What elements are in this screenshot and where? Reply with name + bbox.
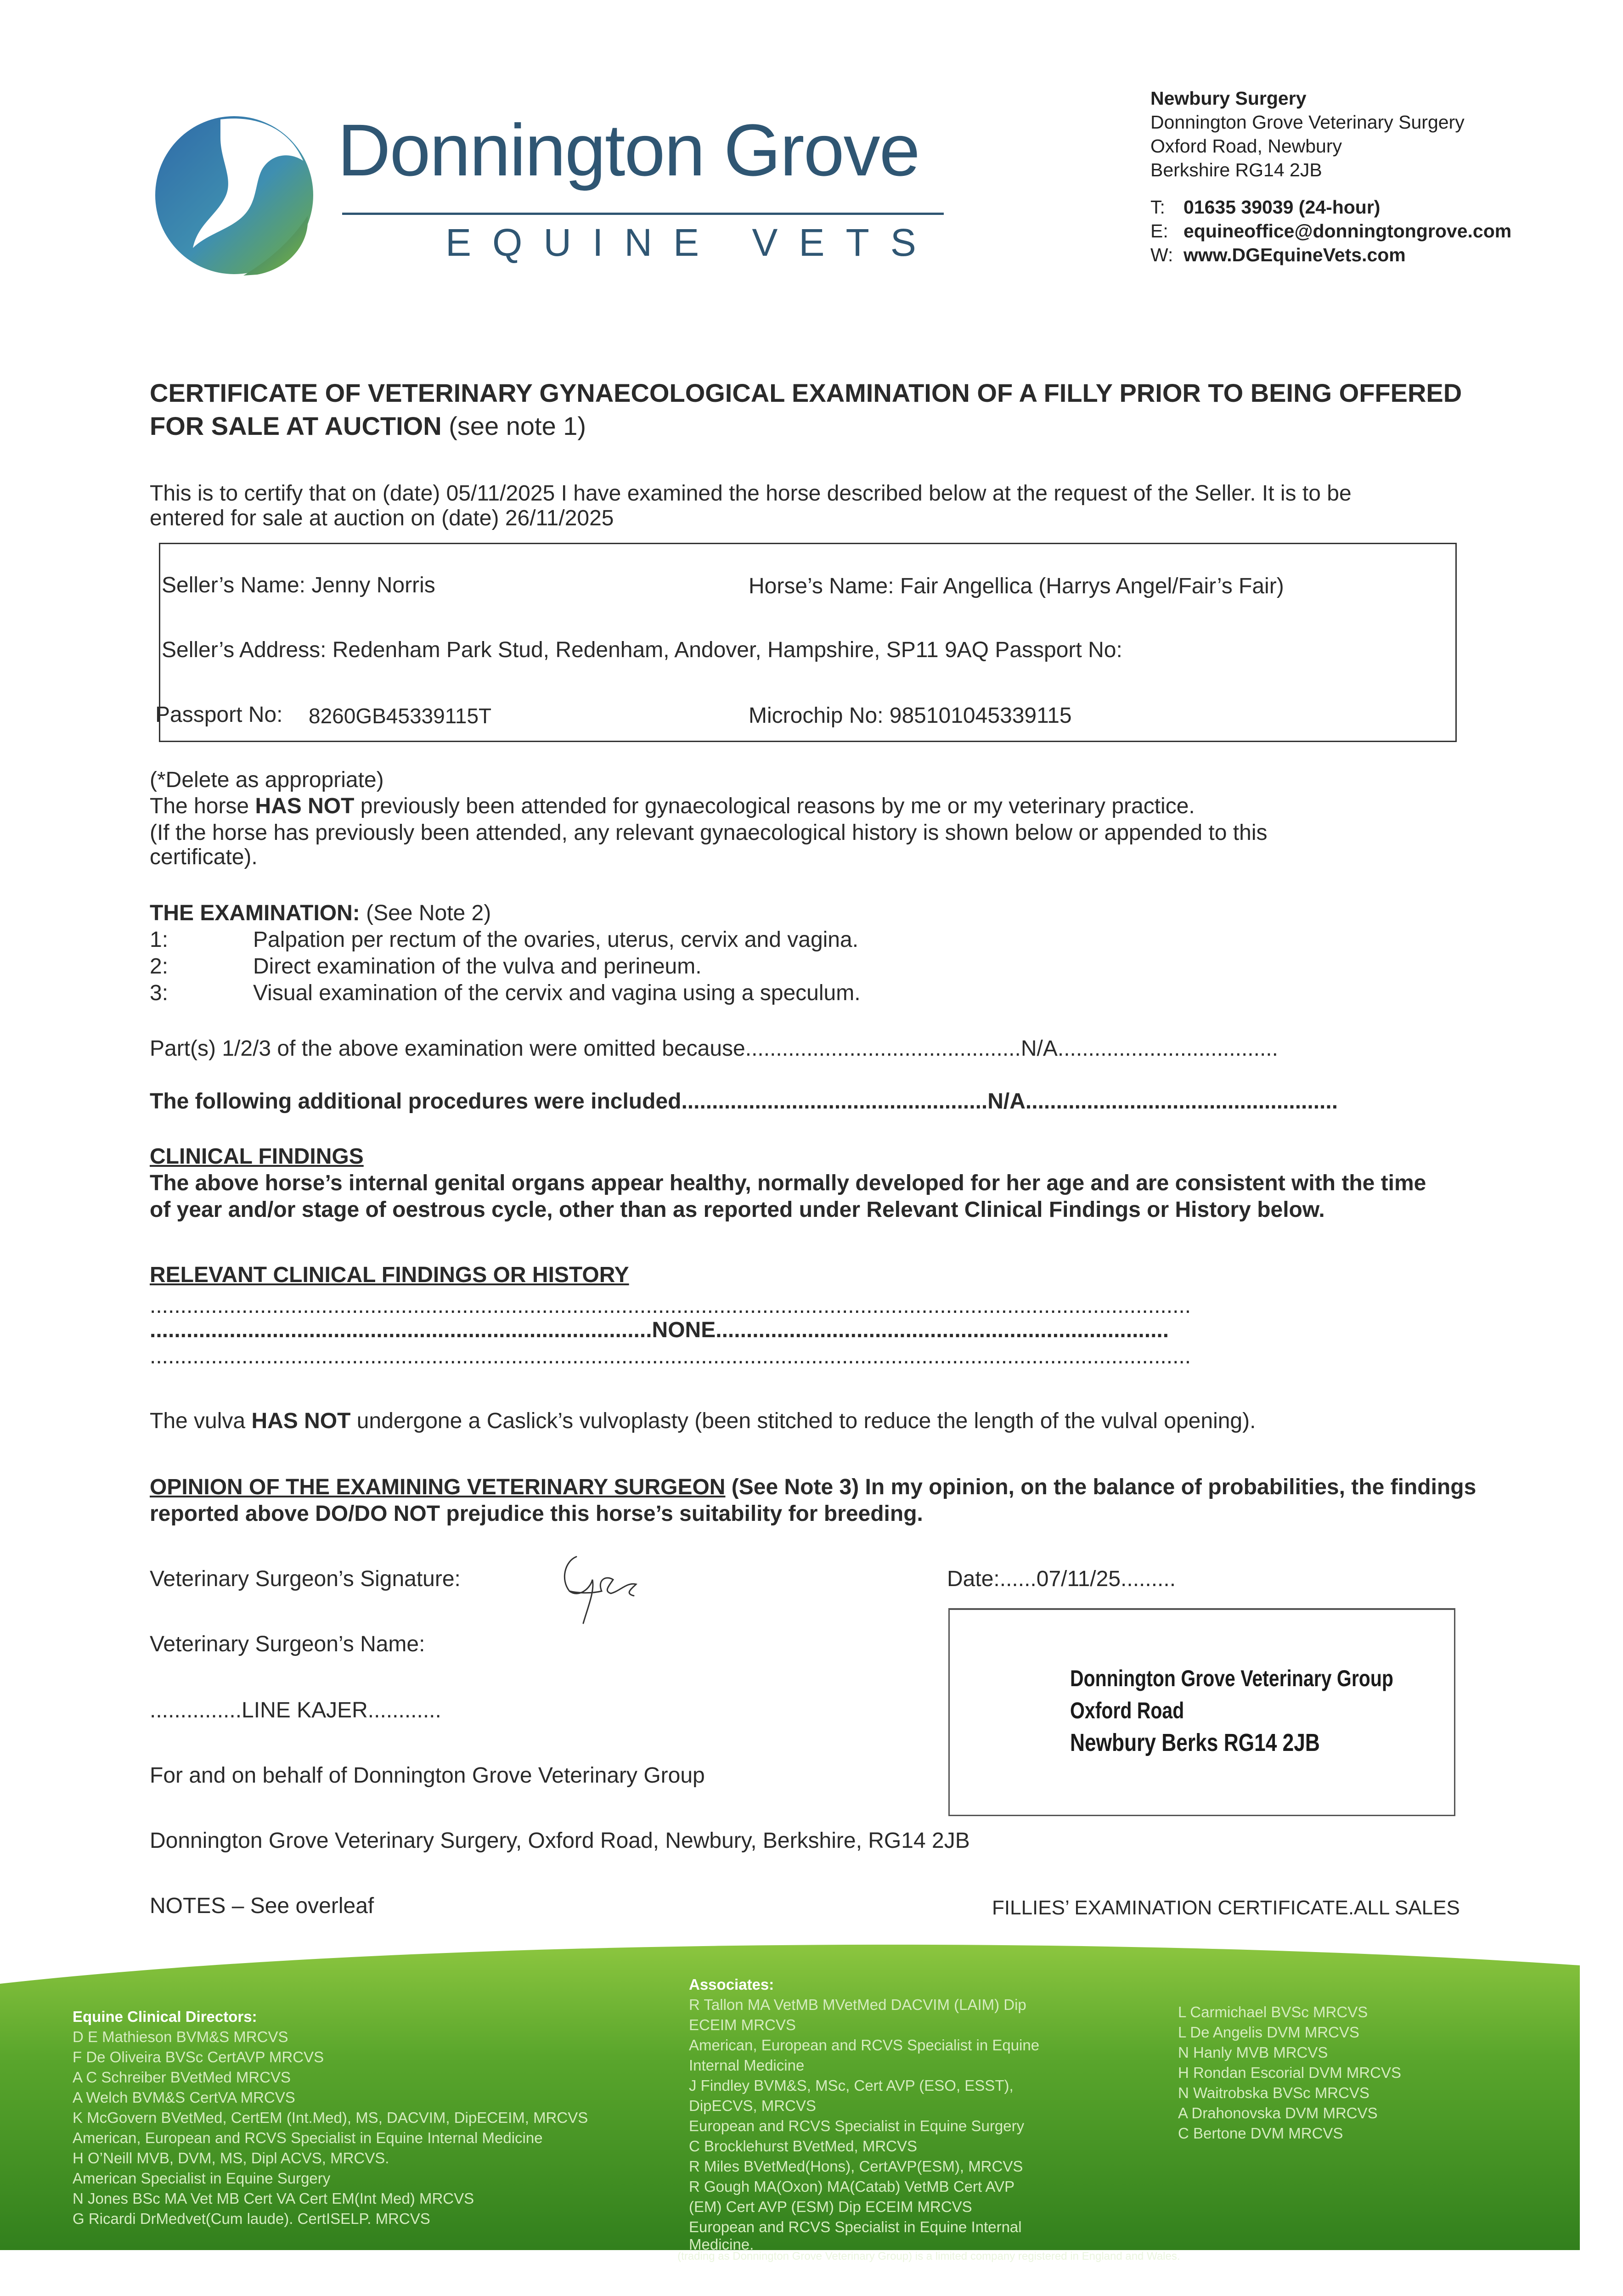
directors-heading: Equine Clinical Directors:	[73, 2008, 257, 2025]
associate-entry: C Brocklehurst BVetMed, MRCVS	[689, 2138, 917, 2155]
associate-entry: J Findley BVM&S, MSc, Cert AVP (ESO, ESST),	[689, 2077, 1014, 2094]
seller-name: Seller’s Name: Jenny Norris	[162, 573, 435, 597]
vulva-status: HAS NOT	[251, 1409, 351, 1433]
vet-entry: L Carmichael BVSc MRCVS	[1178, 2003, 1368, 2020]
findings-none: ..................................................................................NONE..........................................................................	[150, 1318, 1169, 1342]
horse-name: Horse’s Name: Fair Angellica (Harrys Angel/Fair’s Fair)	[749, 574, 1284, 598]
previous-note-line-2: certificate).	[150, 845, 258, 869]
practice-address	[1150, 86, 1465, 182]
microchip-number: Microchip No: 985101045339115	[749, 703, 1072, 728]
form-name: FILLIES’ EXAMINATION CERTIFICATE.ALL SALES	[992, 1896, 1460, 1919]
clinical-findings-heading: CLINICAL FINDINGS	[150, 1144, 364, 1169]
seller-address: Seller’s Address: Redenham Park Stud, Redenham, Andover, Hampshire, SP11 9AQ Passport No:	[162, 638, 1122, 662]
brand-name: Donnington Grove	[338, 109, 919, 191]
vet-entry: N Hanly MVB MRCVS	[1178, 2044, 1328, 2061]
opinion-line-2: reported above DO/DO NOT prejudice this horse’s suitability for breeding.	[150, 1502, 923, 1526]
stamp-line-3: Newbury Berks RG14 2JB	[1070, 1729, 1320, 1756]
associate-entry: DipECVS, MRCVS	[689, 2097, 816, 2114]
practice-contact	[1150, 195, 1511, 267]
director-entry: F De Oliveira BVSc CertAVP MRCVS	[73, 2048, 324, 2065]
exam-item-number: 2:	[150, 954, 169, 979]
exam-item-number: 1:	[150, 928, 169, 952]
exam-item-text: Palpation per rectum of the ovaries, uterus, cervix and vagina.	[253, 928, 859, 952]
address-line-3: Oxford Road, Newbury	[1150, 135, 1342, 157]
associate-entry: R Gough MA(Oxon) MA(Catab) VetMB Cert AVP	[689, 2178, 1015, 2195]
associate-entry: ECEIM MRCVS	[689, 2016, 796, 2033]
exam-item	[150, 980, 861, 1007]
signature-date: Date:......07/11/25.........	[947, 1567, 1176, 1591]
stamp-line-1: Donnington Grove Veterinary Group	[1070, 1666, 1393, 1691]
associate-entry: Medicine.	[689, 2236, 754, 2253]
relevant-findings-heading: RELEVANT CLINICAL FINDINGS OR HISTORY	[150, 1263, 629, 1287]
behalf-of: For and on behalf of Donnington Grove Veterinary Group	[150, 1763, 705, 1788]
address-line-4: Berkshire RG14 2JB	[1150, 159, 1322, 180]
vet-entry: H Rondan Escorial DVM MRCVS	[1178, 2064, 1401, 2081]
findings-dots-3: ..........................................................................................................................................................................	[150, 1344, 1191, 1368]
delete-note: (*Delete as appropriate)	[150, 768, 384, 792]
title-note: (see note 1)	[449, 411, 586, 440]
signature-label: Veterinary Surgeon’s Signature:	[150, 1567, 461, 1591]
director-entry: A Welch BVM&S CertVA MRCVS	[73, 2089, 295, 2106]
surgeon-name: ...............LINE KAJER............	[150, 1698, 441, 1722]
notes-overleaf: NOTES – See overleaf	[150, 1894, 374, 1918]
director-entry: H O’Neill MVB, DVM, MS, Dipl ACVS, MRCVS.	[73, 2150, 389, 2167]
associate-entry: R Tallon MA VetMB MVetMed DACVIM (LAIM) Dip	[689, 1996, 1026, 2013]
opinion-line-1	[150, 1474, 1476, 1501]
certificate-title	[150, 377, 1462, 443]
legal-company: Donnington Grove Veterinary Group Limited	[443, 2250, 675, 2262]
attended-pre: The horse	[150, 794, 255, 818]
vulva-statement	[150, 1408, 1256, 1435]
associate-entry: American, European and RCVS Specialist in Equine	[689, 2037, 1040, 2054]
telephone: 01635 39039 (24-hour)	[1183, 197, 1381, 218]
tel-label: T:	[1150, 197, 1165, 218]
vet-entry: N Waitrobska BVSc MRCVS	[1178, 2084, 1369, 2101]
examination-heading	[150, 900, 491, 927]
clinical-findings-line-2: of year and/or stage of oestrous cycle, other than as reported under Relevant Clinical Findings or History below.	[150, 1198, 1325, 1222]
director-entry: K McGovern BVetMed, CertEM (Int.Med), MS, DACVIM, DipECEIM, MRCVS	[73, 2109, 588, 2126]
practice-logo	[152, 110, 317, 276]
findings-dots-1: ..........................................................................................................................................................................	[150, 1294, 1191, 1318]
director-entry: D E Mathieson BVM&S MRCVS	[73, 2028, 288, 2045]
vet-entry: A Drahonovska DVM MRCVS	[1178, 2105, 1378, 2122]
examination-heading-text: THE EXAMINATION:	[150, 901, 360, 925]
associate-entry: European and RCVS Specialist in Equine Surgery	[689, 2117, 1025, 2134]
passport-number: 8260GB45339115T	[309, 704, 492, 728]
director-entry: American, European and RCVS Specialist in Equine Internal Medicine	[73, 2129, 543, 2146]
examination-heading-note: (See Note 2)	[360, 901, 491, 925]
vet-entry: C Bertone DVM MRCVS	[1178, 2125, 1343, 2142]
surgeon-name-label: Veterinary Surgeon’s Name:	[150, 1632, 425, 1656]
exam-item-text: Visual examination of the cervix and vagina using a speculum.	[253, 981, 861, 1005]
attended-post: previously been attended for gynaecological reasons by me or my veterinary practice.	[354, 794, 1195, 818]
address-line-1: Newbury Surgery	[1150, 88, 1307, 109]
email-link[interactable]: equineoffice@donningtongrove.com	[1183, 220, 1512, 242]
previous-note-line-1: (If the horse has previously been attended, any relevant gynaecological history is shown below or appended to this	[150, 821, 1268, 845]
director-entry: N Jones BSc MA Vet MB Cert VA Cert EM(Int Med) MRCVS	[73, 2190, 474, 2207]
associate-entry: Internal Medicine	[689, 2057, 805, 2074]
associates-heading: Associates:	[689, 1976, 774, 1993]
opinion-text: (See Note 3) In my opinion, on the balance of probabilities, the findings	[725, 1475, 1476, 1499]
web-label: W:	[1150, 244, 1173, 265]
clinical-findings-line-1: The above horse’s internal genital organs appear healthy, normally developed for her age and are consistent with the time	[150, 1171, 1426, 1195]
vulva-pre: The vulva	[150, 1409, 252, 1433]
director-entry: A C Schreiber BVetMed MRCVS	[73, 2069, 291, 2086]
director-entry: G Ricardi DrMedvet(Cum laude). CertISELP. MRCVS	[73, 2210, 430, 2227]
title-line-2: FOR SALE AT AUCTION	[150, 411, 442, 440]
associate-entry: R Miles BVetMed(Hons), CertAVP(ESM), MRCVS	[689, 2158, 1023, 2175]
brand-subtitle: EQUINE VETS	[445, 221, 937, 264]
exam-item	[150, 927, 858, 953]
attended-statement	[150, 793, 1195, 820]
intro-line-1: This is to certify that on (date) 05/11/2025 I have examined the horse described below at the request of the Seller. It is to be	[150, 481, 1352, 506]
exam-item	[150, 953, 702, 980]
intro-line-2: entered for sale at auction on (date) 26/11/2025	[150, 506, 614, 530]
legal-notice	[0, 2250, 1623, 2263]
opinion-heading: OPINION OF THE EXAMINING VETERINARY SURGEON	[150, 1475, 726, 1499]
exam-item-text: Direct examination of the vulva and perineum.	[253, 954, 702, 979]
vet-entry: L De Angelis DVM MRCVS	[1178, 2024, 1359, 2041]
brand-divider	[342, 213, 944, 215]
director-entry: American Specialist in Equine Surgery	[73, 2170, 331, 2187]
vulva-post: undergone a Caslick’s vulvoplasty (been stitched to reduce the length of the vulval opening).	[350, 1409, 1256, 1433]
email-label: E:	[1150, 220, 1168, 242]
stamp-line-2: Oxford Road	[1070, 1698, 1184, 1723]
legal-text: (trading as Donnington Grove Veterinary Group) is a limited company registered in England and Wales.	[674, 2250, 1180, 2262]
passport-label: Passport No:	[155, 703, 283, 727]
surgery-address: Donnington Grove Veterinary Surgery, Oxford Road, Newbury, Berkshire, RG14 2JB	[150, 1829, 970, 1853]
signature-scribble	[551, 1548, 643, 1630]
exam-item-number: 3:	[150, 981, 169, 1005]
title-line-1: CERTIFICATE OF VETERINARY GYNAECOLOGICAL EXAMINATION OF A FILLY PRIOR TO BEING OFFERED	[150, 378, 1462, 407]
website-link[interactable]: www.DGEquineVets.com	[1183, 244, 1406, 265]
stamp-text	[1070, 1662, 1393, 1759]
associate-entry: European and RCVS Specialist in Equine Internal	[689, 2218, 1022, 2235]
associate-entry: (EM) Cert AVP (ESM) Dip ECEIM MRCVS	[689, 2198, 972, 2215]
attended-status: HAS NOT	[255, 794, 355, 818]
additional-procedures: The following additional procedures were included..................................................N/A...................................................	[150, 1089, 1338, 1114]
omitted-parts: Part(s) 1/2/3 of the above examination were omitted because.............................................N/A....................................	[150, 1036, 1278, 1061]
address-line-2: Donnington Grove Veterinary Surgery	[1150, 112, 1465, 133]
